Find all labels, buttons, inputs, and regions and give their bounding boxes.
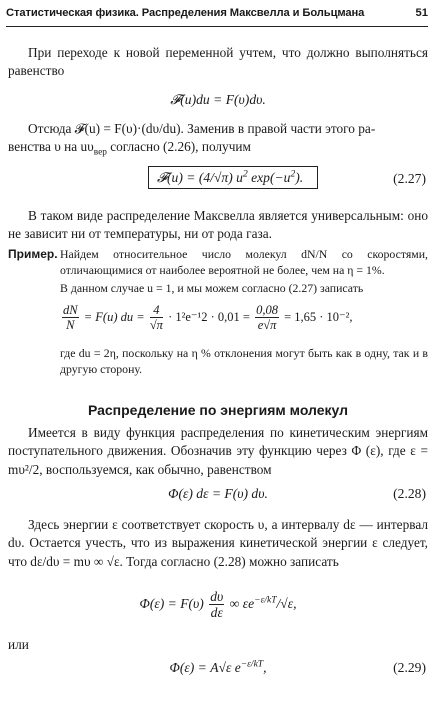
eq-b-tail: /√ε,	[276, 596, 297, 612]
paragraph-1: При переходе к новой переменной учтем, что должно выполняться равенство	[8, 45, 428, 79]
example-eq-mid-2: · 1²e⁻¹2 · 0,01 =	[168, 309, 250, 324]
eq-b-rhs: ∞ εe	[229, 596, 255, 612]
boxed-equation	[148, 166, 318, 189]
example-text-3: где du = 2η, поскольку на η % отклонения могут быть как в одну, так и в другую сторону.	[60, 345, 428, 376]
equation-2-27	[8, 166, 428, 194]
equation-number-2-27: (2.27)	[393, 171, 426, 186]
frac-008: 0,08	[256, 302, 278, 317]
eq-229-lhs: Φ(ε) = A√ε e	[169, 660, 241, 675]
frac-dv-de	[209, 590, 224, 620]
frac-dn-n	[62, 303, 79, 333]
eq-227-mid: exp(−u	[247, 170, 291, 185]
frac-dn: dN	[63, 302, 78, 317]
paragraph-3: В таком виде распределение Максвелла является универсальным: оно не зависит ни от температуры, ни от рода газа.	[8, 208, 428, 242]
eq-227-exp: 2	[242, 169, 248, 180]
word-or: или	[8, 637, 29, 652]
subscript-ver: вер	[93, 148, 107, 159]
paragraph-2	[8, 120, 428, 157]
eq-227-lhs: 𝓕(u) = (4/√π) u	[157, 170, 243, 185]
example-eq-mid-1: = F(u) du =	[83, 309, 145, 324]
example-block	[8, 246, 428, 396]
eq-228-expr: Φ(ε) dε = F(υ) dυ.	[168, 486, 268, 501]
example-text-1: Найдем относительное число молекул dN/N со скоростями, отличающимися от наиболее вероятной не более, чем на η = 1%.	[60, 247, 428, 278]
equation-2-29	[8, 660, 428, 682]
section-heading: Распределение по энергиям молекул	[87, 402, 349, 418]
equation-number-2-29: (2.29)	[393, 660, 426, 675]
running-header	[6, 6, 428, 27]
equation-b	[8, 588, 428, 626]
example-eq-end: = 1,65 · 10⁻²,	[284, 309, 353, 324]
eq-227-end: ).	[295, 170, 304, 185]
equation-a-left: 𝓕(u)du	[170, 92, 210, 107]
frac-esqrtpi: e√π	[257, 317, 277, 332]
frac-4-sqrtpi	[150, 303, 163, 333]
header-title: Статистическая физика. Распределения Максвелла и Больцмана	[6, 7, 365, 19]
example-text-2: В данном случае u = 1, и мы можем согласно (2.27) записать	[60, 281, 364, 296]
example-label: Пример.	[8, 247, 58, 261]
eq-b-lhs: Φ(ε) = F(υ)	[139, 596, 204, 612]
equation-a: 𝓕(u)du = F(υ)dυ.	[170, 92, 266, 107]
eq-229-tail: ,	[263, 660, 267, 675]
frac-4: 4	[150, 303, 163, 318]
frac-dv: dυ	[210, 589, 224, 604]
eq-b-sup: −ε/kT	[254, 595, 277, 606]
frac-n: N	[66, 317, 75, 332]
paragraph-2-line-2-prefix: венства υ на uυ	[8, 139, 94, 155]
eq-229-sup: −ε/kT	[240, 659, 264, 670]
equation-number-2-28: (2.28)	[393, 486, 426, 501]
paragraph-2-line-2-suffix: согласно (2.26), получим	[106, 139, 251, 155]
frac-result	[255, 303, 279, 333]
eq-227-exp2: 2	[290, 169, 296, 180]
equation-2-28	[8, 486, 428, 508]
paragraph-4: Имеется в виду функция распределения по кинетическим энергиям поступательного движения. Обозначив эту функцию через Φ (ε), где ε = mυ²/2, воспользуемся, как обычно, равенством	[8, 425, 428, 477]
paragraph-5: Здесь энергии ε соответствует скорость υ, а интервалу dε — интервал dυ. Остается учесть, что из выражения кинетической энергии ε следует, что dε/dυ = mυ ∞ √ε. Тогда согласно (2.28) можно записать	[8, 517, 428, 569]
example-body	[60, 246, 428, 377]
equation-a-right: F(υ)dυ.	[225, 92, 266, 107]
frac-de: dε	[210, 605, 223, 620]
paragraph-2-line-1: Отсюда 𝓕(u) = F(υ)·(dυ/du). Заменив в правой части этого ра-	[28, 121, 376, 136]
example-equation	[60, 303, 428, 343]
page-number: 51	[415, 7, 428, 19]
frac-sqrtpi: √π	[149, 317, 163, 332]
